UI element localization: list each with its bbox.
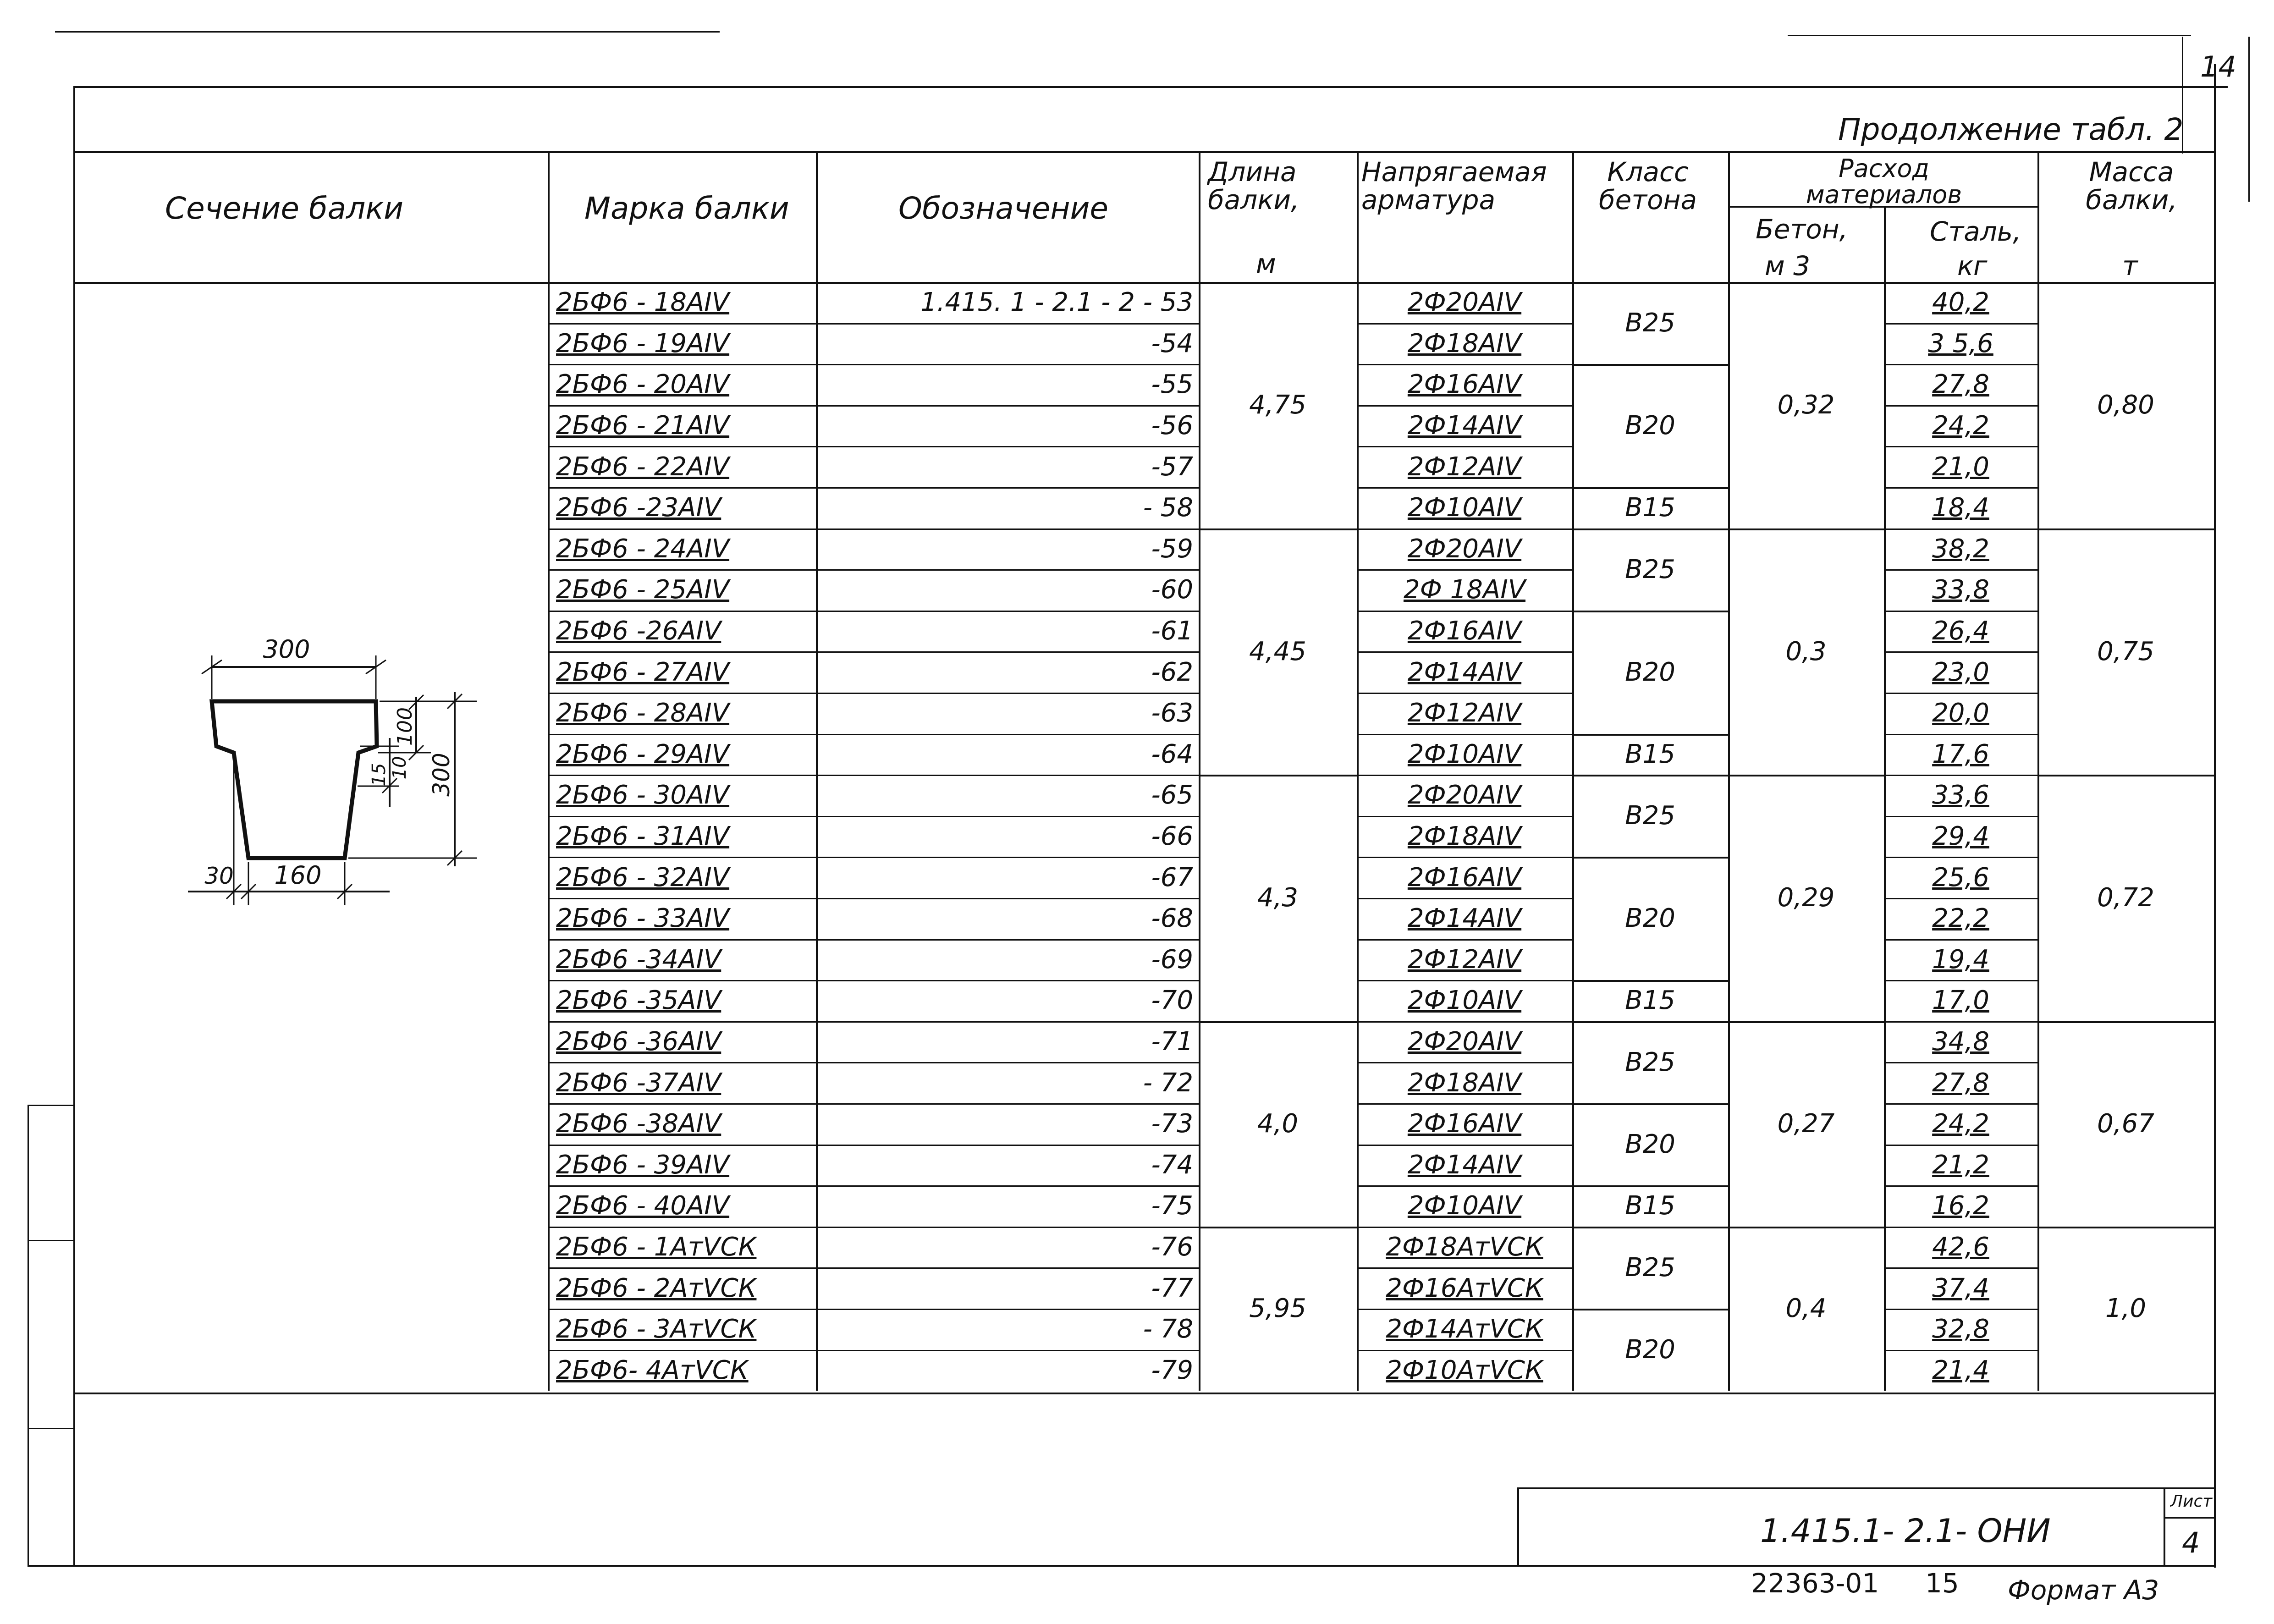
beam-mark: 2БФ6 -38АIV [556, 1109, 721, 1139]
beam-designation: -65 [1151, 780, 1193, 810]
reinforcement: 2Ф20АIV [1407, 780, 1522, 810]
concrete-class: В15 [1625, 739, 1675, 769]
beam-mark: 2БФ6 -35АIV [556, 985, 721, 1016]
steel-consumption: 26,4 [1932, 616, 1989, 646]
header-length: Длина балки, [1208, 156, 1299, 215]
steel-consumption: 24,2 [1932, 411, 1989, 441]
concrete-volume: 0,27 [1777, 1109, 1835, 1139]
header-concrete-class: Класс бетона [1598, 156, 1697, 215]
beam-mark: 2БФ6 - 19АIV [556, 328, 730, 358]
beam-mass: 0,80 [2097, 390, 2154, 420]
dim-15: 15 [369, 763, 390, 787]
beam-designation: - 72 [1143, 1068, 1193, 1098]
header-designation: Обозначение [898, 191, 1108, 226]
page-number: 14 [2200, 50, 2236, 83]
table-caption: Продолжение табл. 2 [1838, 112, 2184, 147]
steel-consumption: 17,6 [1932, 739, 1989, 769]
title-block-left [1517, 1487, 1519, 1566]
beam-designation: -79 [1151, 1355, 1193, 1385]
steel-consumption: 20,0 [1932, 698, 1989, 728]
steel-consumption: 16,2 [1932, 1191, 1989, 1221]
steel-consumption: 38,2 [1932, 534, 1989, 564]
beam-mark: 2БФ6 - 27АIV [556, 657, 730, 687]
beam-mark: 2БФ6 -26АIV [556, 616, 721, 646]
beam-mark: 2БФ6 - 21АIV [556, 411, 730, 441]
beam-designation: -71 [1151, 1027, 1193, 1057]
header-steel-unit: кг [1957, 250, 1988, 281]
reinforcement: 2Ф14АтVСК [1386, 1314, 1543, 1344]
steel-consumption: 32,8 [1932, 1314, 1989, 1344]
beam-designation: -57 [1151, 451, 1193, 482]
beam-designation: -54 [1151, 328, 1193, 358]
concrete-class: В25 [1625, 801, 1675, 831]
beam-mark: 2БФ6 - 28АIV [556, 698, 730, 728]
beam-mark: 2БФ6 - 33АIV [556, 903, 730, 934]
reinforcement: 2Ф14АIV [1407, 411, 1522, 441]
beam-mark: 2БФ6 - 1АтVСК [556, 1232, 757, 1262]
concrete-class: В25 [1625, 1252, 1675, 1283]
header-steel: Сталь, [1930, 216, 2021, 247]
designation-code: 1.415.1- 2.1- ОНИ [1760, 1512, 2051, 1550]
beam-designation: -73 [1151, 1109, 1193, 1139]
beam-designation: -59 [1151, 534, 1193, 564]
sheet-number: 4 [2182, 1526, 2200, 1559]
beam-mark: 2БФ6 - 22АIV [556, 451, 730, 482]
beam-designation: -62 [1151, 657, 1193, 687]
concrete-class: В20 [1625, 411, 1675, 441]
steel-consumption: 42,6 [1932, 1232, 1989, 1262]
reinforcement: 2Ф 18АIV [1403, 575, 1526, 605]
beam-designation: -75 [1151, 1191, 1193, 1221]
table-bottom-line [73, 1393, 2214, 1394]
beam-designation: -70 [1151, 985, 1193, 1016]
beam-designation: -64 [1151, 739, 1193, 769]
beam-length: 4,75 [1249, 390, 1306, 420]
steel-consumption: 22,2 [1932, 903, 1989, 934]
beam-designation: -66 [1151, 821, 1193, 852]
beam-mass: 1,0 [2105, 1294, 2147, 1324]
reinforcement: 2Ф16АIV [1407, 369, 1522, 400]
concrete-class: В20 [1625, 657, 1675, 687]
beam-designation: -77 [1151, 1273, 1193, 1303]
concrete-volume: 0,4 [1785, 1294, 1827, 1324]
reinforcement: 2Ф18АIV [1407, 1068, 1522, 1098]
beam-length: 5,95 [1249, 1294, 1306, 1324]
steel-consumption: 18,4 [1932, 493, 1989, 523]
header-reinforcement: Напрягаемая арматура [1361, 156, 1547, 215]
reinforcement: 2Ф10АIV [1407, 1191, 1522, 1221]
steel-consumption: 21,2 [1932, 1150, 1989, 1180]
beam-mark: 2БФ6 - 29АIV [556, 739, 730, 769]
reinforcement: 2Ф16АтVСК [1386, 1273, 1543, 1303]
beam-mark: 2БФ6 - 30АIV [556, 780, 730, 810]
header-length-unit: м [1256, 248, 1276, 279]
beam-mark: 2БФ6- 4АтVСК [556, 1355, 749, 1385]
beam-mass: 0,75 [2097, 636, 2154, 666]
steel-consumption: 24,2 [1932, 1109, 1989, 1139]
beam-designation: -76 [1151, 1232, 1193, 1262]
beam-designation: - 78 [1143, 1314, 1193, 1344]
dim-top-width: 300 [263, 635, 310, 664]
beam-length: 4,0 [1257, 1109, 1299, 1139]
header-top-line [73, 151, 2214, 153]
steel-consumption: 25,6 [1932, 862, 1989, 892]
steel-consumption: 27,8 [1932, 1068, 1989, 1098]
reinforcement: 2Ф14АIV [1407, 657, 1522, 687]
reinforcement: 2Ф12АIV [1407, 451, 1522, 482]
concrete-class: В15 [1625, 1191, 1675, 1221]
beam-designation: -55 [1151, 369, 1193, 400]
title-block-top [1517, 1487, 2214, 1489]
beam-length: 4,3 [1257, 883, 1299, 913]
reinforcement: 2Ф20АIV [1407, 1027, 1522, 1057]
beam-designation: -69 [1151, 944, 1193, 974]
reinforcement: 2Ф18АIV [1407, 328, 1522, 358]
beam-designation: -60 [1151, 575, 1193, 605]
reinforcement: 2Ф10АIV [1407, 493, 1522, 523]
header-section: Сечение балки [165, 191, 404, 226]
concrete-class: В15 [1625, 985, 1675, 1016]
reinforcement: 2Ф16АIV [1407, 1109, 1522, 1139]
sheet-label: Лист [2170, 1492, 2213, 1511]
beam-section-drawing [174, 623, 495, 926]
concrete-class: В15 [1625, 493, 1675, 523]
reinforcement: 2Ф10АIV [1407, 985, 1522, 1016]
reinforcement: 2Ф16АIV [1407, 862, 1522, 892]
beam-mark: 2БФ6 - 24АIV [556, 534, 730, 564]
steel-consumption: 21,0 [1932, 451, 1989, 482]
concrete-volume: 0,29 [1777, 883, 1835, 913]
header-mass: Масса балки, [2086, 156, 2177, 215]
header-concrete-unit: м 3 [1765, 250, 1811, 281]
reinforcement: 2Ф12АIV [1407, 698, 1522, 728]
reinforcement: 2Ф10АтVСК [1386, 1355, 1543, 1385]
reinforcement: 2Ф10АIV [1407, 739, 1522, 769]
reinforcement: 2Ф14АIV [1407, 1150, 1522, 1180]
title-block-sheet-divider [2164, 1487, 2165, 1566]
beam-designation: 1.415. 1 - 2.1 - 2 - 53 [920, 287, 1193, 318]
beam-mark: 2БФ6 - 31АIV [556, 821, 730, 852]
beam-designation: -56 [1151, 411, 1193, 441]
concrete-volume: 0,32 [1777, 390, 1835, 420]
beam-mass: 0,67 [2097, 1109, 2154, 1139]
steel-consumption: 33,8 [1932, 575, 1989, 605]
beam-designation: -68 [1151, 903, 1193, 934]
archive-number: 22363-01 [1751, 1568, 1879, 1599]
beam-mark: 2БФ6 - 2АтVСК [556, 1273, 757, 1303]
steel-consumption: 37,4 [1932, 1273, 1989, 1303]
reinforcement: 2Ф20АIV [1407, 287, 1522, 318]
beam-mark: 2БФ6 - 39АIV [556, 1150, 730, 1180]
concrete-class: В25 [1625, 1047, 1675, 1077]
beam-section-outline [212, 701, 377, 858]
steel-consumption: 19,4 [1932, 944, 1989, 974]
beam-mark: 2БФ6 - 32АIV [556, 862, 730, 892]
steel-consumption: 21,4 [1932, 1355, 1989, 1385]
beam-designation: -67 [1151, 862, 1193, 892]
steel-consumption: 27,8 [1932, 369, 1989, 400]
beam-mark: 2БФ6 -23АIV [556, 493, 721, 523]
beam-designation: - 58 [1143, 493, 1193, 523]
title-block-sheet-line [2164, 1517, 2215, 1519]
dim-100: 100 [393, 707, 417, 746]
format-label: Формат А3 [2008, 1574, 2159, 1606]
header-mass-unit: т [2122, 250, 2138, 281]
concrete-class: В20 [1625, 1129, 1675, 1160]
dim-height: 300 [428, 753, 455, 797]
steel-consumption: 23,0 [1932, 657, 1989, 687]
beam-mark: 2БФ6 - 3АтVСК [556, 1314, 757, 1344]
concrete-class: В20 [1625, 903, 1675, 934]
steel-consumption: 29,4 [1932, 821, 1989, 852]
dim-30: 30 [204, 863, 234, 889]
dim-bottom-width: 160 [274, 861, 322, 890]
reinforcement: 2Ф12АIV [1407, 944, 1522, 974]
header-mark: Марка балки [584, 191, 789, 226]
beam-mark: 2БФ6 -36АIV [556, 1027, 721, 1057]
header-concrete: Бетон, [1756, 214, 1848, 245]
beam-mark: 2БФ6 - 25АIV [556, 575, 730, 605]
concrete-class: В20 [1625, 1335, 1675, 1365]
beam-mass: 0,72 [2097, 883, 2154, 913]
archive-page: 15 [1925, 1568, 1959, 1599]
beam-mark: 2БФ6 -37АIV [556, 1068, 721, 1098]
beam-mark: 2БФ6 -34АIV [556, 944, 721, 974]
reinforcement: 2Ф18АтVСК [1386, 1232, 1543, 1262]
reinforcement: 2Ф14АIV [1407, 903, 1522, 934]
beam-designation: -74 [1151, 1150, 1193, 1180]
beam-mark: 2БФ6 - 18АIV [556, 287, 730, 318]
steel-consumption: 3 5,6 [1928, 328, 1993, 358]
steel-consumption: 17,0 [1932, 985, 1989, 1016]
header-materials: Расход материалов [1806, 154, 1962, 209]
dim-10: 10 [389, 756, 410, 780]
beam-designation: -63 [1151, 698, 1193, 728]
reinforcement: 2Ф20АIV [1407, 534, 1522, 564]
beam-mark: 2БФ6 - 40АIV [556, 1191, 730, 1221]
beam-mark: 2БФ6 - 20АIV [556, 369, 730, 400]
reinforcement: 2Ф16АIV [1407, 616, 1522, 646]
steel-consumption: 34,8 [1932, 1027, 1989, 1057]
concrete-volume: 0,3 [1785, 636, 1827, 666]
reinforcement: 2Ф18АIV [1407, 821, 1522, 852]
concrete-class: В25 [1625, 308, 1675, 338]
beam-designation: -61 [1151, 616, 1193, 646]
steel-consumption: 40,2 [1932, 287, 1989, 318]
steel-consumption: 33,6 [1932, 780, 1989, 810]
concrete-class: В25 [1625, 554, 1675, 584]
beam-length: 4,45 [1249, 636, 1306, 666]
